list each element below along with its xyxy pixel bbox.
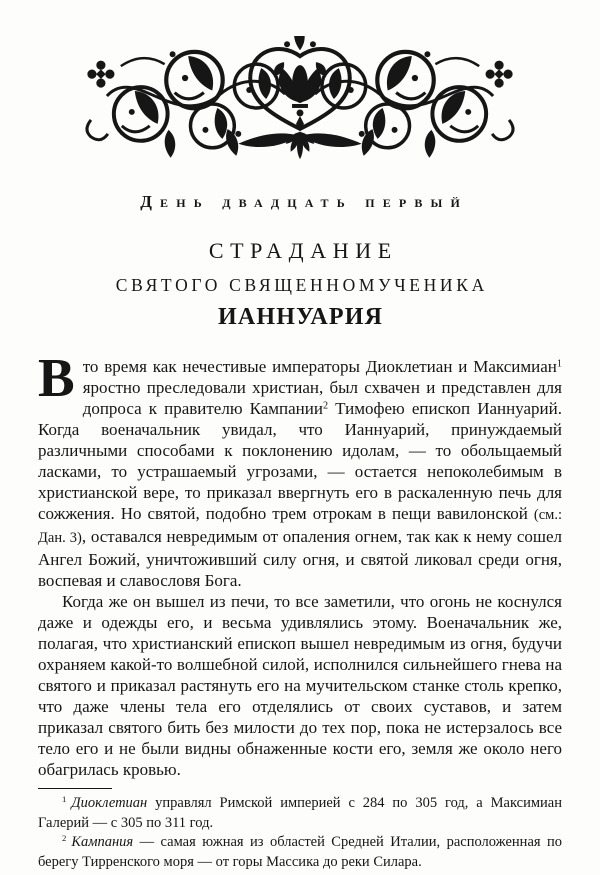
paragraph-1-text-c: Тимофею епископ Ианнуарий. Когда военачальник увидал, что Ианнуарий, принуждаемый различными способами к поклонению идолам, — то обольщаемый ласками, то устрашаемый угрозами, — остается непоколебимым в христианской вере, то приказал ввергнуть его в раскаленную печь для сожжения. Но святой, подобно трем отрокам в пещи вавилонской: [38, 399, 562, 523]
footnotes-section: [38, 788, 562, 872]
footnote-2-text: — самая южная из областей Средней Италии, расположенная по берегу Тирренского моря — от горы Массика до реки Силара.: [38, 834, 562, 870]
footnote-2-term: Кампания: [71, 834, 134, 850]
title-line-1: СТРАДАНИЕ: [208, 238, 398, 263]
scripture-reference: (см.: Дан. 3): [38, 507, 562, 546]
paragraph-1-text-a: то время как нечестивые императоры Диоклетиан и Максимиан: [82, 357, 557, 376]
footnote-2: [38, 833, 562, 872]
footnote-1: [38, 794, 562, 833]
dropcap-letter: В: [38, 347, 75, 408]
footnote-separator: [38, 788, 112, 789]
title-line-2: СВЯТОГО СВЯЩЕННОМУЧЕНИКА: [115, 275, 488, 295]
floral-vignette-icon: [81, 36, 519, 162]
footnote-ref-1: 1: [556, 358, 562, 370]
paragraph-2: Когда же он вышел из печи, то все заметили, что огонь не коснулся даже и одежды его, и весьма удивлялись этому. Военачальник же, полагая, что христианский епископ вышел невредимым из огня, будучи охраняем какой-то волшебной силой, исполнился сильнейшего гнева на святого и приказал растянуть его на мучительском станке столь крепко, что даже члены тела его отделялись от своих суставов, и затем приказал святого бить без милости до тех пор, пока не истерзалось все тело его и не были видны обнаженные кости его, земля же около него обагрилась кровью.: [38, 592, 562, 779]
footnote-2-marker: 2: [62, 833, 67, 844]
floral-vignette-ornament: [0, 0, 600, 162]
footnote-1-marker: 1: [62, 794, 67, 805]
paragraph-1-text-b: яростно преследовали христиан, был схвачен и представлен для допроса к правителю Кампании: [82, 378, 562, 418]
footnote-1-text: управлял Римской империей с 284 по 305 год, а Максимиан Галерий — с 305 по 311 год.: [38, 795, 562, 831]
footnote-1-term: Диоклетиан: [71, 795, 148, 811]
footnote-ref-2: 2: [322, 400, 329, 412]
paragraph-1: [38, 347, 562, 591]
paragraph-1-text-d: , оставался невредимым от опаления огнем, так как к нему сошел Ангел Божий, уничтоживший силу огня, и святой ликовал среди огня, воспевая и славословя Бога.: [38, 527, 562, 590]
body-text-column: [38, 347, 562, 780]
chapter-day-heading: День двадцать первый: [140, 192, 468, 211]
title-line-3: ИАННУАРИЯ: [218, 304, 384, 330]
